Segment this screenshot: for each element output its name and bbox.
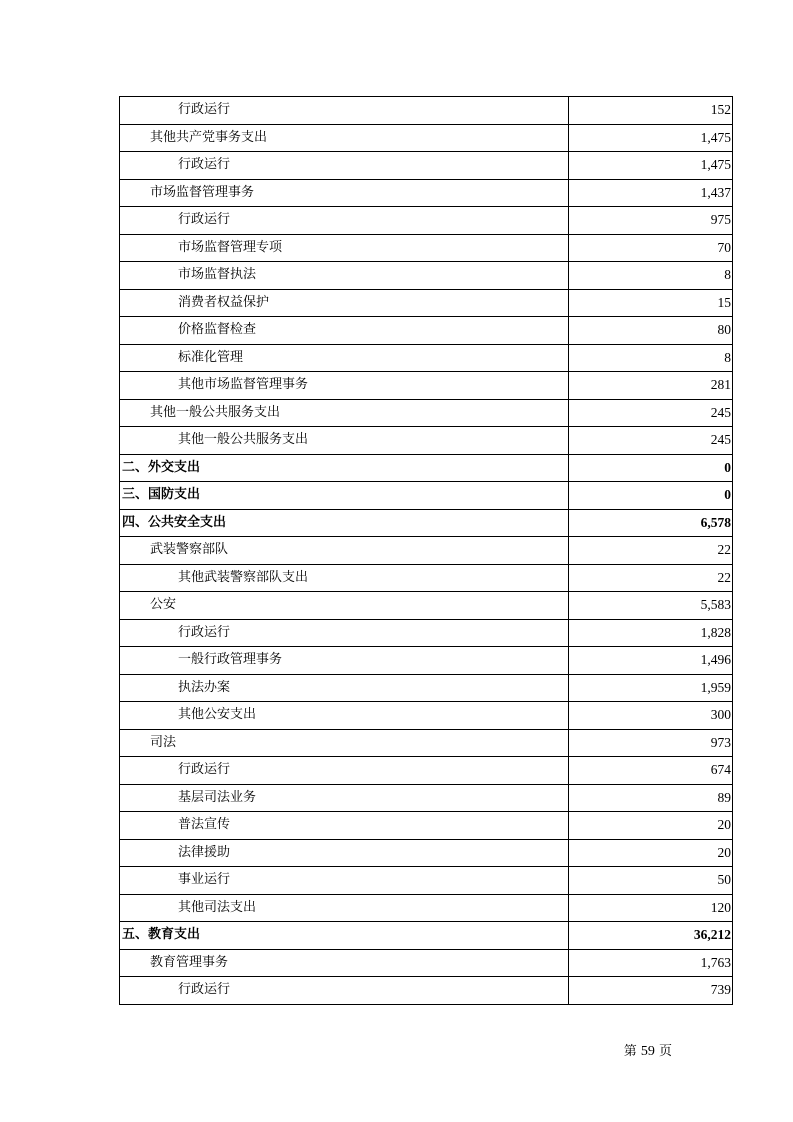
row-amount-cell: 15	[569, 289, 733, 317]
item-row	[120, 674, 733, 702]
row-amount-cell: 0	[569, 454, 733, 482]
row-name-cell: 武装警察部队	[120, 537, 569, 565]
row-amount-cell: 0	[569, 482, 733, 510]
row-name-cell: 消费者权益保护	[120, 289, 569, 317]
row-amount-cell: 20	[569, 812, 733, 840]
item-row	[120, 839, 733, 867]
row-name-cell: 价格监督检查	[120, 317, 569, 345]
row-name-cell: 行政运行	[120, 97, 569, 125]
row-amount-cell: 300	[569, 702, 733, 730]
row-name-cell: 其他共产党事务支出	[120, 124, 569, 152]
table-body	[120, 97, 733, 1005]
subcategory-row	[120, 949, 733, 977]
page-label-prefix: 第	[623, 1044, 637, 1059]
item-row	[120, 317, 733, 345]
subcategory-row	[120, 179, 733, 207]
row-amount-cell: 975	[569, 207, 733, 235]
row-name-cell: 二、外交支出	[120, 454, 569, 482]
category-row	[120, 454, 733, 482]
row-name-cell: 行政运行	[120, 619, 569, 647]
category-row	[120, 922, 733, 950]
row-amount-cell: 1,437	[569, 179, 733, 207]
row-name-cell: 行政运行	[120, 207, 569, 235]
page-label-suffix: 页	[658, 1044, 672, 1059]
category-row	[120, 482, 733, 510]
row-amount-cell: 281	[569, 372, 733, 400]
item-row	[120, 757, 733, 785]
row-name-cell: 其他公安支出	[120, 702, 569, 730]
expenditure-table	[119, 96, 733, 1005]
row-amount-cell: 1,496	[569, 647, 733, 675]
row-name-cell: 教育管理事务	[120, 949, 569, 977]
row-amount-cell: 1,959	[569, 674, 733, 702]
item-row	[120, 702, 733, 730]
row-amount-cell: 80	[569, 317, 733, 345]
row-name-cell: 市场监督管理专项	[120, 234, 569, 262]
row-amount-cell: 22	[569, 537, 733, 565]
row-amount-cell: 50	[569, 867, 733, 895]
row-name-cell: 四、公共安全支出	[120, 509, 569, 537]
row-amount-cell: 1,475	[569, 124, 733, 152]
row-name-cell: 五、教育支出	[120, 922, 569, 950]
item-row	[120, 152, 733, 180]
row-amount-cell: 89	[569, 784, 733, 812]
row-name-cell: 执法办案	[120, 674, 569, 702]
item-row	[120, 234, 733, 262]
row-amount-cell: 739	[569, 977, 733, 1005]
row-amount-cell: 20	[569, 839, 733, 867]
row-name-cell: 一般行政管理事务	[120, 647, 569, 675]
row-amount-cell: 1,763	[569, 949, 733, 977]
row-amount-cell: 674	[569, 757, 733, 785]
row-name-cell: 普法宣传	[120, 812, 569, 840]
row-amount-cell: 973	[569, 729, 733, 757]
item-row	[120, 812, 733, 840]
item-row	[120, 289, 733, 317]
row-name-cell: 市场监督执法	[120, 262, 569, 290]
row-amount-cell: 1,475	[569, 152, 733, 180]
item-row	[120, 647, 733, 675]
subcategory-row	[120, 592, 733, 620]
item-row	[120, 207, 733, 235]
row-amount-cell: 8	[569, 262, 733, 290]
row-name-cell: 基层司法业务	[120, 784, 569, 812]
row-name-cell: 行政运行	[120, 977, 569, 1005]
page-number: 59	[640, 1044, 655, 1059]
item-row	[120, 977, 733, 1005]
row-amount-cell: 1,828	[569, 619, 733, 647]
item-row	[120, 97, 733, 125]
subcategory-row	[120, 399, 733, 427]
item-row	[120, 427, 733, 455]
row-name-cell: 其他司法支出	[120, 894, 569, 922]
subcategory-row	[120, 537, 733, 565]
row-amount-cell: 8	[569, 344, 733, 372]
row-amount-cell: 245	[569, 399, 733, 427]
subcategory-row	[120, 124, 733, 152]
row-name-cell: 标准化管理	[120, 344, 569, 372]
row-amount-cell: 5,583	[569, 592, 733, 620]
item-row	[120, 867, 733, 895]
row-amount-cell: 152	[569, 97, 733, 125]
row-amount-cell: 245	[569, 427, 733, 455]
row-name-cell: 司法	[120, 729, 569, 757]
item-row	[120, 344, 733, 372]
subcategory-row	[120, 729, 733, 757]
row-amount-cell: 22	[569, 564, 733, 592]
row-name-cell: 行政运行	[120, 757, 569, 785]
page-footer	[0, 1040, 672, 1060]
row-amount-cell: 70	[569, 234, 733, 262]
row-name-cell: 行政运行	[120, 152, 569, 180]
row-name-cell: 公安	[120, 592, 569, 620]
row-name-cell: 其他武装警察部队支出	[120, 564, 569, 592]
row-amount-cell: 36,212	[569, 922, 733, 950]
item-row	[120, 564, 733, 592]
item-row	[120, 894, 733, 922]
category-row	[120, 509, 733, 537]
row-name-cell: 市场监督管理事务	[120, 179, 569, 207]
row-amount-cell: 120	[569, 894, 733, 922]
item-row	[120, 372, 733, 400]
row-name-cell: 事业运行	[120, 867, 569, 895]
item-row	[120, 262, 733, 290]
row-name-cell: 其他一般公共服务支出	[120, 399, 569, 427]
row-name-cell: 法律援助	[120, 839, 569, 867]
item-row	[120, 619, 733, 647]
item-row	[120, 784, 733, 812]
row-name-cell: 三、国防支出	[120, 482, 569, 510]
row-name-cell: 其他市场监督管理事务	[120, 372, 569, 400]
row-name-cell: 其他一般公共服务支出	[120, 427, 569, 455]
row-amount-cell: 6,578	[569, 509, 733, 537]
